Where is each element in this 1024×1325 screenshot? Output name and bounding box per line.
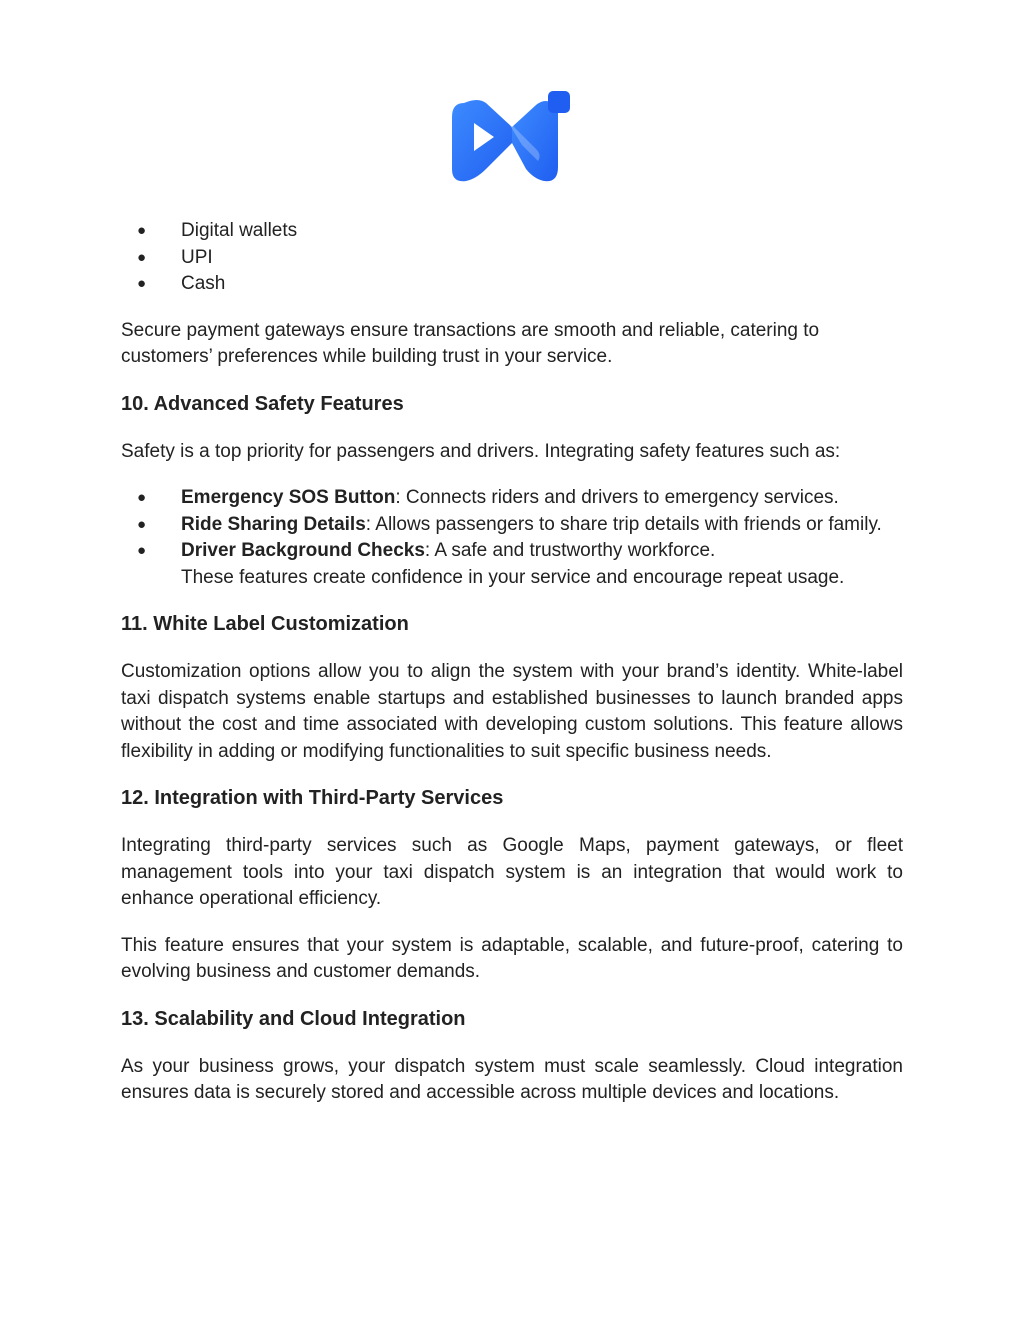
logo-mark-left xyxy=(452,100,516,181)
section-13-paragraph: As your business grows, your dispatch system must scale seamlessly. Cloud integration ensures data is securely stored and accessible across multiple devices and locations. xyxy=(121,1055,903,1103)
section-12-heading: 12. Integration with Third-Party Services xyxy=(121,787,504,809)
safety-features-list xyxy=(121,485,903,591)
list-item: ● Emergency SOS Button: Connects riders and drivers to emergency services. xyxy=(137,487,839,508)
section-12-paragraph-1: Integrating third-party services such as Google Maps, payment gateways, or fleet management tools into your taxi dispatch system is an integration that would work to enhance operational efficiency. xyxy=(121,835,903,909)
section-10-intro: Safety is a top priority for passengers and drivers. Integrating safety features such as: xyxy=(121,440,841,462)
payment-paragraph: Secure payment gateways ensure transactions are smooth and reliable, catering to customers’ preferences while building trust in your service. xyxy=(121,319,820,367)
list-item: ● Ride Sharing Details: Allows passengers to share trip details with friends or family. xyxy=(137,513,882,535)
section-13-heading: 13. Scalability and Cloud Integration xyxy=(121,1007,466,1030)
document-content xyxy=(121,218,903,1127)
section-11-paragraph: Customization options allow you to align the system with your brand’s identity. White-label taxi dispatch systems enable startups and established businesses to launch branded apps without the cost and time associated with developing custom solutions. This feature allows flexibility in adding or modifying functionalities to suit specific business needs. xyxy=(121,661,903,762)
company-logo xyxy=(450,89,574,185)
list-item: ● UPI xyxy=(137,246,213,268)
list-item: ● Driver Background Checks: A safe and trustworthy workforce. These features create confidence in your service and encourage repeat usage. xyxy=(121,538,903,591)
logo-dot xyxy=(548,91,570,113)
section-11-heading: 11. White Label Customization xyxy=(121,613,409,635)
list-item: ● Cash xyxy=(137,273,226,294)
list-item-continuation: These features create confidence in your service and encourage repeat usage. xyxy=(181,566,845,588)
logo-mark-right xyxy=(512,101,558,181)
section-12-paragraph-2: This feature ensures that your system is adaptable, scalable, and future-proof, catering to evolving business and customer demands. xyxy=(121,934,903,982)
payment-methods-list xyxy=(121,218,903,298)
section-10-heading: 10. Advanced Safety Features xyxy=(121,392,404,415)
list-item: ● Digital wallets xyxy=(137,220,298,241)
